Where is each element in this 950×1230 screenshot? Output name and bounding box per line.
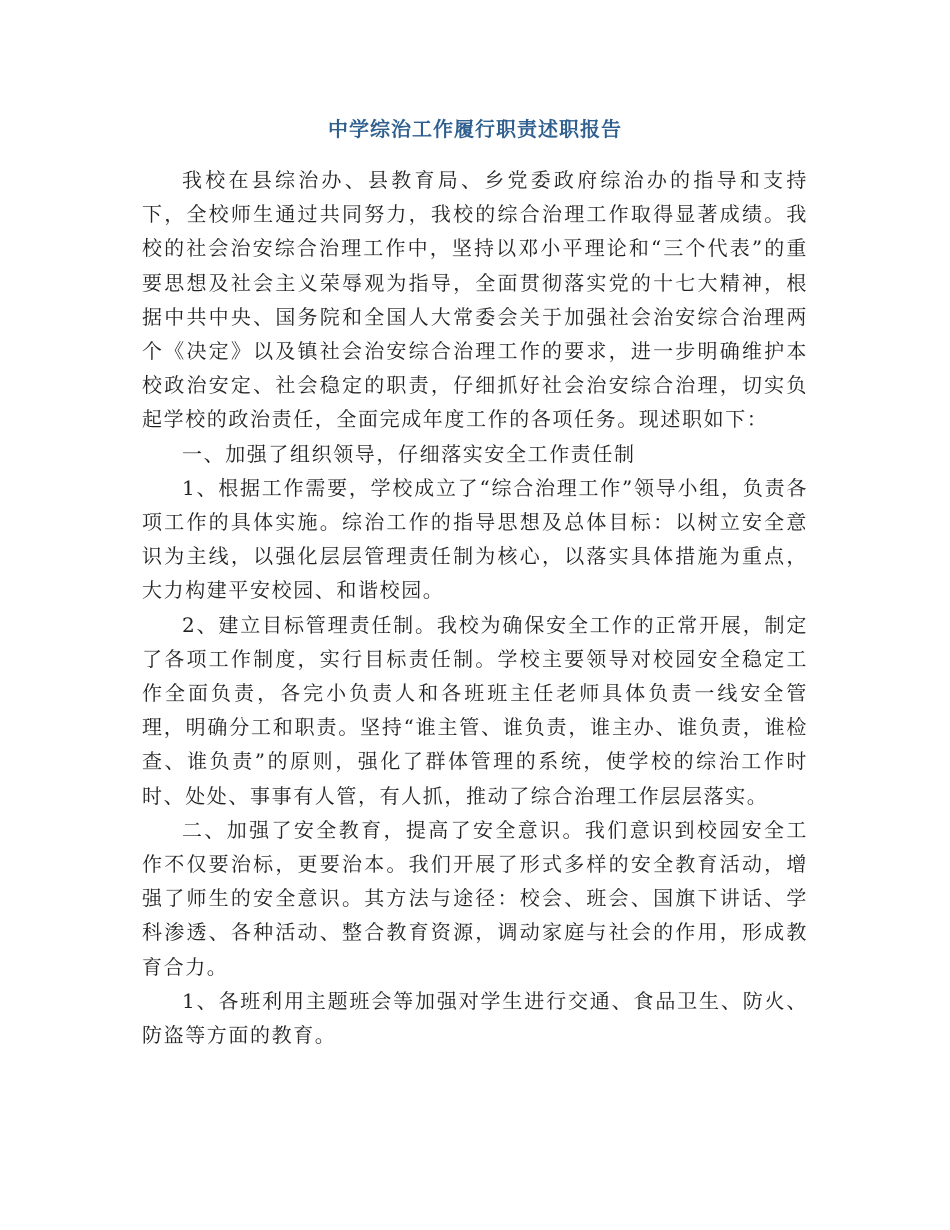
document-title: 中学综治工作履行职责述职报告 [328, 117, 622, 141]
paragraph-intro: 我校在县综治办、县教育局、乡党委政府综治办的指导和支持下，全校师生通过共同努力，我校的综合治理工作取得显著成绩。我校的社会治安综合治理工作中，坚持以邓小平理论和“三个代表”的重要思想及社会主义荣辱观为指导，全面贯彻落实党的十七大精神，根据中共中央、国务院和全国人大常委会关于加强社会治安综合治理两个《决定》以及镇社会治安综合治理工作的要求，进一步明确维护本校政治安定、社会稳定的职责，仔细抓好社会治安综合治理，切实负起学校的政治责任，全面完成年度工作的各项任务。现述职如下： [142, 168, 808, 432]
paragraph-item-3: 1、各班利用主题班会等加强对学生进行交通、食品卫生、防火、防盗等方面的教育。 [142, 988, 808, 1048]
paragraph-section-1-heading: 一、加强了组织领导，仔细落实安全工作责任制 [182, 441, 636, 466]
paragraph-section-2: 二、加强了安全教育，提高了安全意识。我们意识到校园安全工作不仅要治标，更要治本。我们开展了形式多样的安全教育活动，增强了师生的安全意识。其方法与途径：校会、班会、国旗下讲话、学科渗透、各种活动、整合教育资源，调动家庭与社会的作用，形成教育合力。 [142, 817, 808, 979]
paragraph-item-1: 1、根据工作需要，学校成立了“综合治理工作”领导小组，负责各项工作的具体实施。综治工作的指导思想及总体目标：以树立安全意识为主线，以强化层层管理责任制为核心，以落实具体措施为重点，大力构建平安校园、和谐校园。 [142, 475, 808, 603]
document-body [142, 163, 808, 1052]
paragraph-item-2: 2、建立目标管理责任制。我校为确保安全工作的正常开展，制定了各项工作制度，实行目标责任制。学校主要领导对校园安全稳定工作全面负责，各完小负责人和各班班主任老师具体负责一线安全管理，明确分工和职责。坚持“谁主管、谁负责，谁主办、谁负责，谁检查、谁负责”的原则，强化了群体管理的系统，使学校的综治工作时时、处处、事事有人管，有人抓，推动了综合治理工作层层落实。 [142, 612, 808, 808]
